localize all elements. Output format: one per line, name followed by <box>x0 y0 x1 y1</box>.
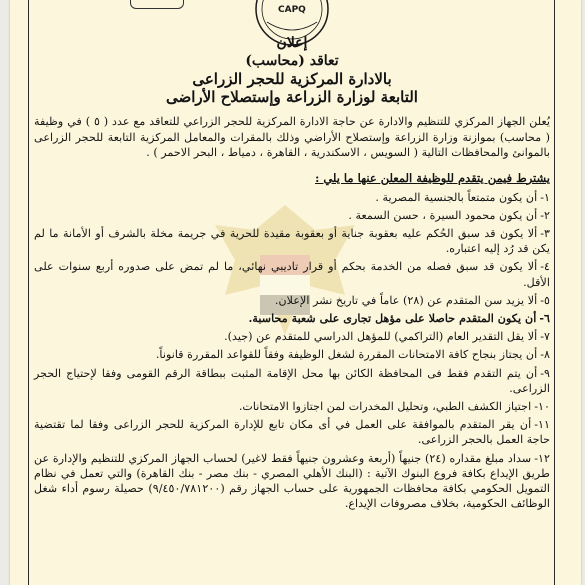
condition-number: ١١- <box>534 418 550 432</box>
condition-number: ٣- <box>540 226 550 240</box>
condition-item <box>34 347 550 362</box>
condition-text: اجتياز الكشف الطبي، وتحليل المخدرات لمن اجتازوا الامتحانات. <box>238 399 532 413</box>
condition-number: ٥- <box>540 293 550 307</box>
title-block <box>34 34 550 106</box>
condition-item <box>34 451 550 512</box>
condition-number: ١٢- <box>534 451 551 465</box>
condition-number: ١- <box>540 190 550 204</box>
conditions-list <box>34 190 550 512</box>
contract-title: تعاقد (محاسب) <box>245 53 339 69</box>
condition-item <box>34 208 550 223</box>
condition-number: ١٠- <box>534 399 550 413</box>
condition-number: ٨- <box>540 348 550 362</box>
document-content <box>34 34 550 514</box>
condition-item <box>34 259 550 289</box>
condition-number: ٧- <box>540 330 550 344</box>
condition-text: ألا يزيد سن المتقدم عن (٢٨) عاماً في تاريخ نشر الإعلان. <box>274 293 538 307</box>
condition-text: سداد مبلغ مقداره (٢٤) جنيهاً (أربعة وعشرون جنيهاً فقط لاغير) لحساب الجهاز المركزي للتنظيم والإدارة عن طريق الإيداع بكافة فروع البنوك الآتية : (البنك الأهلي المصري - بنك مصر - بنك القاهرة) والتي تعمل في نظام التمويل الحكومي بكافة محافظات الجمهورية على حساب الجهاز رقم (٩/٤٥٠/٧٨١٢٠٠) حصيلة رسوم أداء شغل الوظائف الحكومية، بخلاف مصروفات الإيداع. <box>34 451 550 511</box>
condition-item <box>34 366 550 396</box>
condition-item <box>34 417 550 447</box>
condition-text: ألا يكون قد سبق الحُكم عليه بعقوبة جناية أو بعقوبة مقيدة للحرية في جريمة مخلة بالشرف أو الأمانة ما لم يكن قد رُد إليه اعتباره. <box>34 226 550 256</box>
condition-text: ألا يكون قد سبق فصله من الخدمة بحكم أو قرار تاديبي نهائي، ما لم تمض على صدوره أربع سنوات على الأقل. <box>34 260 550 289</box>
condition-text: أن يجتاز بنجاح كافة الامتحانات المقررة لشغل الوظيفة وفقاً للقواعد المقررة قانوناً. <box>155 348 538 362</box>
condition-number: ٩- <box>540 366 550 380</box>
condition-item <box>34 399 550 414</box>
condition-text: أن يكون المتقدم حاصلا على مؤهل تجارى على شعبة محاسبة. <box>248 310 537 325</box>
condition-item <box>34 190 550 205</box>
intro-paragraph: يُعلن الجهاز المركزي للتنظيم والادارة عن حاجة الادارة المركزية للحجر الزراعي للتعاقد مع عدد ( ٥ ) في وظيفة ( محاسب) بموازنة وزارة الزراعة وإستصلاح الأراضي وذلك بالمقرات والمعامل المركزية التابعة للحجر الزراعى بالموانئ والمحافظات التالية ( السويس ، الاسكندرية ، القاهرة ، دمياط ، البحر الاحمر ) . <box>34 115 550 159</box>
conditions-heading: يشترط فيمن يتقدم للوظيفة المعلن عنها ما يلي : <box>315 170 550 185</box>
ministry-title: التابعة لوزارة الزراعة وإستصلاح الأراضى <box>166 88 418 106</box>
condition-text: أن يكون محمود السيرة ، حسن السمعة . <box>348 208 538 222</box>
logo-text: CAPQ <box>278 5 306 15</box>
reference-box <box>130 0 184 9</box>
condition-item <box>34 311 550 326</box>
condition-item <box>34 329 550 344</box>
department-title: بالادارة المركزية للحجر الزراعى <box>192 70 392 88</box>
condition-text: أن يكون متمتعاً بالجنسية المصرية . <box>375 190 538 204</box>
condition-item <box>34 226 550 256</box>
document-page <box>10 0 581 585</box>
condition-item <box>34 293 550 308</box>
condition-text: أن يقر المتقدم بالموافقة على العمل في أى مكان تابع للإدارة المركزية للحجر الزراعى وفقا لما تقتضية حاجة العمل بالحجر الزراعى. <box>34 418 550 447</box>
condition-text: أن يتم التقدم فقط فى المحافظة الكائن بها محل الإقامة المثبت ببطاقة الرقم القومى وفقا لإحتياج الحجر الزراعى. <box>34 366 550 395</box>
condition-number: ٦- <box>539 310 550 325</box>
condition-number: ٤- <box>540 260 550 274</box>
announcement-title: إعلان <box>276 35 308 51</box>
condition-text: ألا يقل التقدير العام (التراكمي) للمؤهل الدراسي للمتقدم عن (جيد). <box>224 330 538 344</box>
condition-number: ٢- <box>540 208 550 222</box>
